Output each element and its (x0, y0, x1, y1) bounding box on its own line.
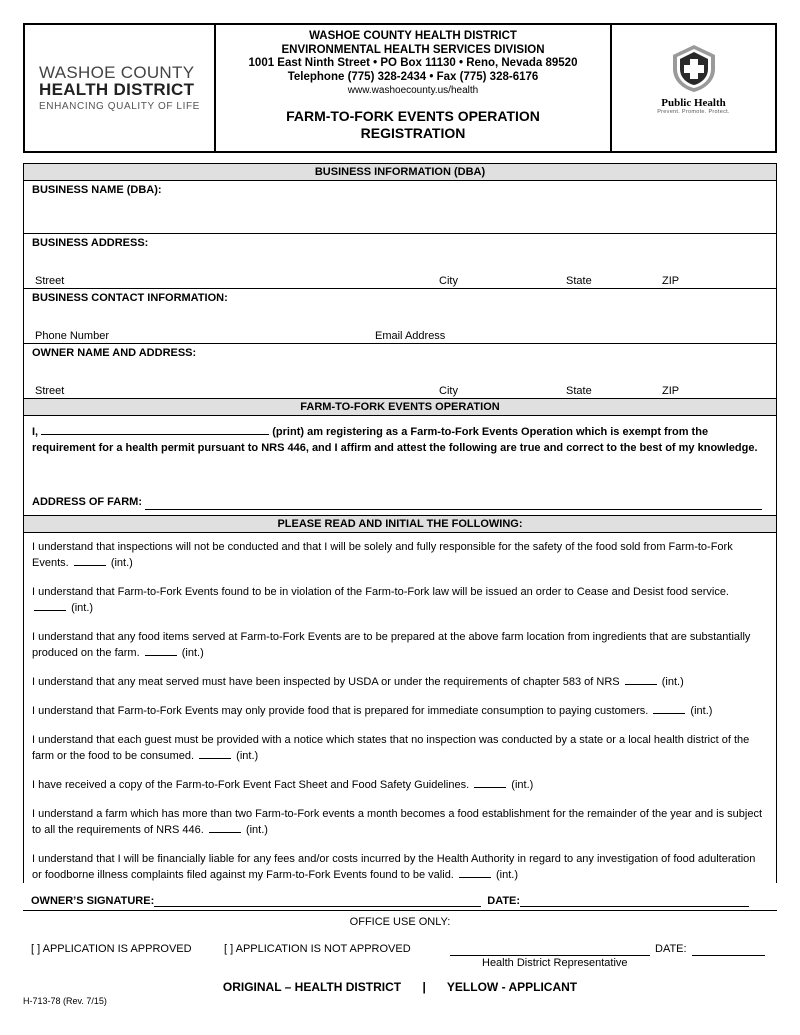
form-title-line2: REGISTRATION (360, 125, 466, 141)
form-number: H-713-78 (Rev. 7/15) (23, 996, 107, 1006)
signature-date-field[interactable] (520, 896, 749, 907)
initials-field[interactable] (625, 674, 657, 685)
representative-signature-field[interactable] (450, 943, 650, 956)
footer-yellow: YELLOW - APPLICANT (446, 980, 578, 994)
initials-field[interactable] (474, 777, 506, 788)
initials-int-label: (int.) (690, 705, 713, 717)
phone-number-label: Phone Number (35, 330, 109, 342)
business-state-label: State (566, 275, 592, 287)
initial-item (32, 703, 768, 719)
initial-item-text: I understand a farm which has more than two Farm-to-Fork events a month becomes a food establishment for the remainder of the year and is subject to all the requirements of NRS 446. (32, 808, 763, 836)
initials-field[interactable] (34, 600, 66, 611)
initials-field[interactable] (74, 555, 106, 566)
owner-state-label: State (566, 385, 592, 397)
owner-name-address-field[interactable] (24, 344, 776, 399)
initials-int-label: (int.) (496, 869, 518, 881)
initial-item (32, 777, 768, 793)
business-address-label: BUSINESS ADDRESS: (32, 237, 149, 249)
initials-field[interactable] (199, 748, 231, 759)
owner-zip-label: ZIP (662, 385, 680, 397)
business-zip-label: ZIP (662, 275, 680, 287)
public-health-name: Public Health (661, 97, 726, 109)
declaration-prefix: I, (32, 426, 39, 438)
initial-item-text: I understand that each guest must be provided with a notice which states that no inspection was conducted by a state or a local health district of the farm or the food to be consumed. (32, 734, 750, 762)
initials-int-label: (int.) (110, 557, 133, 569)
logo-line2: HEALTH DISTRICT (39, 80, 195, 99)
initial-item (32, 732, 768, 764)
footer-original: ORIGINAL – HEALTH DISTRICT (222, 980, 402, 994)
declaration-text: (print) am registering as a Farm-to-Fork Events Operation which is exempt from the requirement for a health permit pursuant to NRS 446, and I affirm and attest the following are true and correct to the best of my knowledge. (32, 426, 758, 454)
agency-name: WASHOE COUNTY HEALTH DISTRICT (309, 30, 517, 42)
initial-item-text: I understand that I will be financially liable for any fees and/or costs incurred by the Health Authority in regard to any investigation of food adulteration or foodborne illness complaints filed against my Farm-to-Fork Events found to be valid. (32, 853, 756, 881)
operation-declaration (24, 416, 776, 516)
business-address-field[interactable] (24, 234, 776, 289)
initial-item-text: I understand that inspections will not be conducted and that I will be solely and fully responsible for the safety of the food sold from Farm-to-Fork Events. (32, 541, 733, 569)
copy-distribution-footer (0, 980, 800, 994)
office-date-label: DATE: (655, 943, 687, 955)
owner-signature-field[interactable] (154, 896, 481, 907)
owner-street-label: Street (35, 385, 65, 397)
washoe-logo (25, 25, 216, 151)
initials-field[interactable] (459, 867, 491, 878)
initial-item (32, 851, 768, 883)
initials-field[interactable] (209, 822, 241, 833)
representative-label: Health District Representative (482, 957, 628, 969)
owner-city-label: City (439, 385, 458, 397)
form-header (23, 23, 777, 153)
initial-item-text: I understand that Farm-to-Fork Events may only provide food that is prepared for immediate consumption to paying customers. (32, 705, 649, 717)
farm-address-field[interactable] (145, 499, 762, 510)
approved-checkbox[interactable]: [ ] APPLICATION IS APPROVED (31, 943, 192, 955)
initials-int-label: (int.) (245, 824, 268, 836)
agency-website: www.washoecounty.us/health (347, 85, 479, 96)
business-section-title: BUSINESS INFORMATION (DBA) (24, 164, 776, 181)
initial-item (32, 674, 768, 690)
logo-tagline: ENHANCING QUALITY OF LIFE (39, 101, 200, 112)
initials-section-title: PLEASE READ AND INITIAL THE FOLLOWING: (24, 516, 776, 533)
initials-int-label: (int.) (236, 750, 259, 762)
public-health-shield-icon (669, 43, 719, 93)
registration-form (23, 163, 777, 883)
initial-item (32, 806, 768, 838)
owner-name-address-label: OWNER NAME AND ADDRESS: (32, 347, 197, 359)
signature-date-label: DATE: (487, 895, 521, 907)
initials-field[interactable] (653, 703, 685, 714)
operation-section-title: FARM-TO-FORK EVENTS OPERATION (24, 399, 776, 416)
initial-item (32, 629, 768, 661)
public-health-tagline: Prevent. Promote. Protect. (657, 109, 730, 115)
initial-item-text: I have received a copy of the Farm-to-Fork Event Fact Sheet and Food Safety Guidelines. (32, 779, 470, 791)
initial-item (32, 584, 768, 616)
initial-item-text: I understand that any meat served must have been inspected by USDA or under the requirements of chapter 583 of NRS (32, 676, 620, 688)
farm-address-row (32, 494, 762, 510)
business-name-label: BUSINESS NAME (DBA): (32, 184, 162, 196)
agency-address: 1001 East Ninth Street • PO Box 11130 • Reno, Nevada 89520 (248, 57, 578, 69)
initials-int-label: (int.) (661, 676, 684, 688)
business-contact-field[interactable] (24, 289, 776, 344)
public-health-logo (612, 25, 775, 151)
owner-signature-label: OWNER’S SIGNATURE: (31, 895, 155, 907)
agency-division: ENVIRONMENTAL HEALTH SERVICES DIVISION (281, 43, 545, 56)
initial-item-text: I understand that any food items served at Farm-to-Fork Events are to be prepared at the above farm location from ingredients that are substantially produced on the farm. (32, 631, 751, 659)
office-use-title: OFFICE USE ONLY: (349, 916, 451, 928)
initial-item-text: I understand that Farm-to-Fork Events found to be in violation of the Farm-to-Fork law will be issued an order to Cease and Desist food service. (32, 586, 729, 598)
form-title-line1: FARM-TO-FORK EVENTS OPERATION (286, 108, 540, 124)
initial-item (32, 539, 768, 571)
initials-int-label: (int.) (71, 602, 94, 614)
office-date-field[interactable] (692, 943, 765, 956)
initials-list (24, 539, 776, 883)
footer-separator: | (422, 980, 426, 994)
signature-row (31, 895, 763, 907)
agency-phone: Telephone (775) 328-2434 • Fax (775) 328-6176 (287, 70, 539, 83)
initials-int-label: (int.) (511, 779, 534, 791)
business-name-field[interactable] (24, 181, 776, 234)
business-city-label: City (439, 275, 458, 287)
office-use-section (23, 910, 777, 928)
initials-field[interactable] (145, 645, 177, 656)
business-contact-label: BUSINESS CONTACT INFORMATION: (32, 292, 228, 304)
farm-address-label: ADDRESS OF FARM: (32, 496, 142, 508)
initials-int-label: (int.) (181, 647, 204, 659)
email-address-label: Email Address (375, 330, 446, 342)
not-approved-checkbox[interactable]: [ ] APPLICATION IS NOT APPROVED (224, 943, 411, 955)
business-street-label: Street (35, 275, 65, 287)
agency-info (216, 25, 612, 151)
print-name-field[interactable] (41, 424, 269, 435)
logo-line1: WASHOE COUNTY (39, 63, 195, 82)
